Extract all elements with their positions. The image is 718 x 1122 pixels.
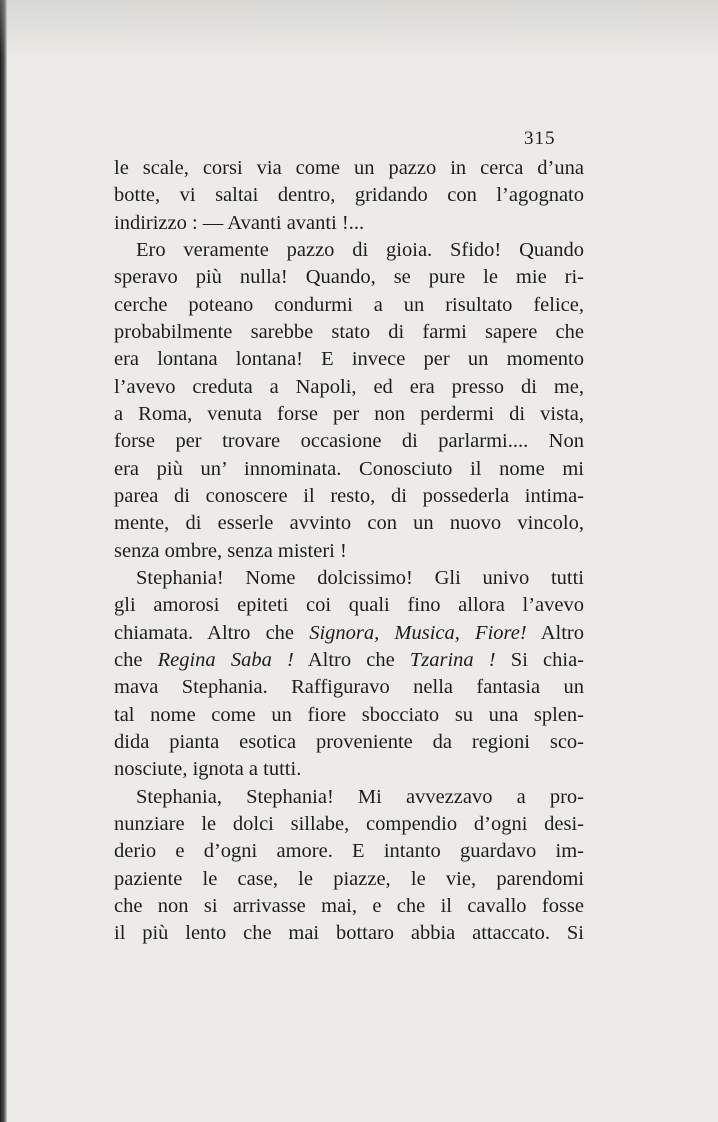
page-top-shade [0, 0, 718, 60]
text-line: nosciute, ignota a tutti. [114, 758, 302, 781]
text-line: derio e d’ogni amore. E intanto guardavo im- [114, 840, 584, 863]
text-line: botte, vi saltai dentro, gridando con l’agognato [114, 184, 584, 207]
text-line: speravo più nulla! Quando, se pure le mie ri- [114, 266, 584, 289]
text-line: mente, di esserle avvinto con un nuovo vincolo, [114, 512, 584, 535]
italic-names: Signora, Musica, Fiore! [309, 621, 527, 644]
text-segment: Altro [526, 621, 584, 644]
text-line: le scale, corsi via come un pazzo in cerca d’una [114, 157, 584, 179]
text-line: era lontana lontana! E invece per un momento [114, 348, 584, 371]
page-number: 315 [524, 128, 556, 149]
paragraph-start-line: Ero veramente pazzo di gioia. Sfido! Quando [136, 238, 584, 261]
text-line: il più lento che mai bottaro abbia attaccato. Si [114, 922, 584, 945]
text-line: probabilmente sarebbe stato di farmi sapere che [114, 320, 584, 343]
paragraph-start-line: Stephania, Stephania! Mi avvezzavo a pro- [136, 785, 584, 808]
text-line: a Roma, venuta forse per non perdermi di vista, [114, 402, 584, 425]
text-line: mava Stephania. Raffiguravo nella fantasia un [114, 676, 584, 699]
body-text [114, 155, 584, 948]
text-line: forse per trovare occasione di parlarmi.... Non [114, 430, 584, 453]
text-line: nunziare le dolci sillabe, compendio d’ogni desi- [114, 812, 584, 835]
text-line: tal nome come un fiore sbocciato su una splen- [114, 703, 584, 726]
text-line: cerche poteano condurmi a un risultato felice, [114, 293, 584, 316]
text-line: era più un’ innominata. Conosciuto il nome mi [114, 457, 584, 480]
text-line: gli amorosi epiteti coi quali fino allora l’avevo [114, 594, 584, 617]
text-line: senza ombre, senza misteri ! [114, 539, 347, 562]
text-segment: chiamata. Altro che [114, 621, 310, 644]
text-line: parea di conoscere il resto, di possederla intima- [114, 484, 584, 507]
italic-name: Tzarina ! [409, 648, 496, 671]
paragraph-start-line: Stephania! Nome dolcissimo! Gli univo tutti [136, 566, 584, 589]
text-line: che non si arrivasse mai, e che il cavallo fosse [114, 894, 584, 917]
text-line-with-italics [114, 620, 584, 647]
text-segment: Altro che [293, 648, 410, 671]
text-segment: Si chia- [495, 648, 585, 671]
text-line: l’avevo creduta a Napoli, ed era presso di me, [114, 375, 584, 398]
italic-name: Regina Saba ! [157, 648, 294, 671]
text-line: dida pianta esotica proveniente da regioni sco- [114, 730, 584, 753]
text-line: paziente le case, le piazze, le vie, parendomi [114, 867, 584, 890]
text-segment: che [114, 648, 158, 671]
page-edge-shadow [0, 0, 7, 1122]
text-line: indirizzo : — Avanti avanti !... [114, 211, 365, 234]
text-line-with-italics [114, 647, 584, 674]
